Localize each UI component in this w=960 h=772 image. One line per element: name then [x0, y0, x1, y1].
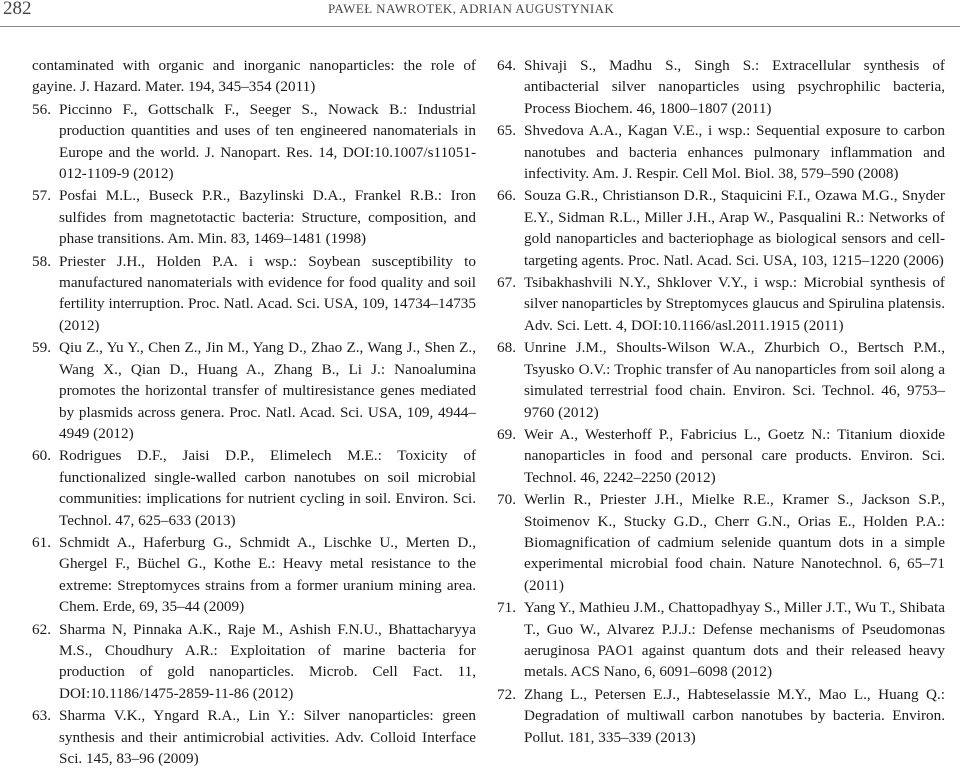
left-column — [32, 55, 476, 770]
page-header — [0, 0, 960, 26]
reference-item — [32, 705, 476, 769]
reference-number: 64. — [497, 57, 516, 74]
reference-text: Priester J.H., Holden P.A. i wsp.: Soybean susceptibility to manufactured nanomaterials with evidence for food quality and soil fertility interruption. Proc. Natl. Acad. Sci. USA, 109, 14734–14735 (2012) — [59, 252, 476, 334]
header-rule — [0, 26, 960, 27]
reference-number: 56. — [32, 100, 51, 118]
reference-item — [497, 597, 945, 683]
reference-number: 59. — [32, 339, 51, 357]
reference-item — [497, 337, 945, 423]
reference-text: Werlin R., Priester J.H., Mielke R.E., Kramer S., Jackson S.P., Stoimenov K., Stucky G.D., Cherr G.N., Orias E., Holden P.A.: Biomagnification of cadmium selenide quantum dots in a simple experimental microbial food chain. Nature Nanotechnol. 6, 65–71 (2011) — [524, 491, 945, 594]
reference-item — [497, 489, 945, 596]
reference-item — [497, 120, 945, 184]
reference-number: 69. — [497, 425, 516, 443]
reference-item — [497, 684, 945, 748]
reference-item — [32, 185, 476, 249]
reference-item — [32, 251, 476, 337]
reference-text: Zhang L., Petersen E.J., Habteselassie M.Y., Mao L., Huang Q.: Degradation of multiwall carbon nanotubes by bacteria. Environ. Pollut. 181, 335–339 (2013) — [524, 685, 945, 746]
reference-text: Unrine J.M., Shoults-Wilson W.A., Zhurbich O., Bertsch P.M., Tsyusko O.V.: Trophic transfer of Au nanoparticles from soil along a simulated terrestrial food chain. Environ. Sci. Technol. 46, 9753–9760 (2012) — [524, 339, 945, 421]
reference-number: 71. — [497, 599, 516, 617]
reference-text: Sharma V.K., Yngard R.A., Lin Y.: Silver nanoparticles: green synthesis and their antimicrobial activities. Adv. Colloid Interface Sci. 145, 83–96 (2009) — [59, 707, 476, 767]
reference-item — [32, 445, 476, 531]
reference-item — [32, 532, 476, 618]
reference-number: 61. — [32, 533, 51, 551]
right-reference-list — [497, 55, 945, 748]
right-column — [497, 55, 945, 749]
reference-text: Posfai M.L., Buseck P.R., Bazylinski D.A., Frankel R.B.: Iron sulfides from magnetotactic bacteria: Structure, composition, and phase transitions. Am. Min. 83, 1469–1481 (1998) — [59, 187, 476, 248]
reference-item — [32, 619, 476, 705]
reference-text: Qiu Z., Yu Y., Chen Z., Jin M., Yang D., Zhao Z., Wang J., Shen Z., Wang X., Qian D., Huang A., Zhang B., Li J.: Nanoalumina promotes the horizontal transfer of multiresistance genes mediated by plasmids across genera. Proc. Natl. Acad. Sci. USA, 109, 4944–4949 (2012) — [59, 339, 476, 442]
reference-item — [32, 99, 476, 185]
left-reference-list — [32, 99, 476, 770]
reference-item — [497, 424, 945, 488]
reference-item — [497, 55, 945, 119]
reference-text: Sharma N, Pinnaka A.K., Raje M., Ashish F.N.U., Bhattacharyya M.S., Choudhury A.R.: Exploitation of marine bacteria for production of gold nanoparticles. Microb. Cell Fact. 11, DOI:10.1186/1475-2859-11-86 (2012) — [59, 620, 476, 702]
reference-item — [497, 185, 945, 271]
reference-text: Schmidt A., Haferburg G., Schmidt A., Lischke U., Merten D., Ghergel F., Büchel G., Kothe E.: Heavy metal resistance to the extreme: Streptomyces strains from a former uranium mining area. Chem. Erde, 69, 35–44 (2009) — [59, 533, 476, 616]
reference-text: Rodrigues D.F., Jaisi D.P., Elimelech M.E.: Toxicity of functionalized single-walled carbon nanotubes on soil microbial communities: implications for nutrient cycling in soil. Environ. Sci. Technol. 47, 625–633 (2013) — [59, 447, 476, 529]
reference-continuation: contaminated with organic and inorganic nanoparticles: the role of gayine. J. Hazard. Mater. 194, 345–354 (2011) — [32, 57, 476, 96]
reference-number: 62. — [32, 620, 51, 638]
reference-text: Souza G.R., Christianson D.R., Staquicini F.I., Ozawa M.G., Snyder E.Y., Sidman R.L., Miller J.H., Arap W., Pasqualini R.: Networks of gold nanoparticles and bacteriophage as biological sensors and cell-targeting agents. Proc. Natl. Acad. Sci. USA, 103, 1215–1220 (2006) — [524, 187, 945, 269]
reference-number: 66. — [497, 187, 516, 205]
reference-text: Tsibakhashvili N.Y., Shklover V.Y., i wsp.: Microbial synthesis of silver nanoparticles by Streptomyces glaucus and Spirulina platensis. Adv. Sci. Lett. 4, DOI:10.1166/asl.2011.1915 (2011) — [524, 274, 945, 334]
reference-text: Weir A., Westerhoff P., Fabricius L., Goetz N.: Titanium dioxide nanoparticles in food and personal care products. Environ. Sci. Technol. 46, 2242–2250 (2012) — [524, 425, 945, 486]
reference-number: 65. — [497, 122, 516, 140]
page-number: 282 — [3, 0, 32, 19]
reference-item — [32, 337, 476, 444]
reference-number: 67. — [497, 274, 516, 292]
reference-number: 60. — [32, 447, 51, 465]
reference-number: 58. — [32, 252, 51, 270]
reference-text: Piccinno F., Gottschalk F., Seeger S., Nowack B.: Industrial production quantities and uses of ten engineered nanomaterials in Europe and the world. J. Nanopart. Res. 14, DOI:10.1007/s11051-012-1109-9 (2012) — [59, 100, 476, 183]
reference-number: 70. — [497, 491, 516, 509]
reference-number: 72. — [497, 685, 516, 703]
reference-text: Shivaji S., Madhu S., Singh S.: Extracellular synthesis of antibacterial silver nanoparticles using psychrophilic bacteria, Process Biochem. 46, 1800–1807 (2011) — [524, 57, 945, 117]
reference-text: Yang Y., Mathieu J.M., Chattopadhyay S., Miller J.T., Wu T., Shibata T., Guo W., Alvarez P.J.J.: Defense mechanisms of Pseudomonas aeruginosa PAO1 against quantum dots and their released heavy metals. ACS Nano, 6, 6091–6098 (2012) — [524, 599, 945, 681]
reference-number: 68. — [497, 339, 516, 357]
reference-item — [497, 272, 945, 336]
reference-number: 57. — [32, 187, 51, 205]
running-head: PAWEŁ NAWROTEK, ADRIAN AUGUSTYNIAK — [328, 1, 615, 16]
reference-number: 63. — [32, 707, 51, 725]
reference-text: Shvedova A.A., Kagan V.E., i wsp.: Sequential exposure to carbon nanotubes and bacteria enhances pulmonary inflammation and infectivity. Am. J. Respir. Cell Mol. Biol. 38, 579–590 (2008) — [524, 122, 945, 183]
